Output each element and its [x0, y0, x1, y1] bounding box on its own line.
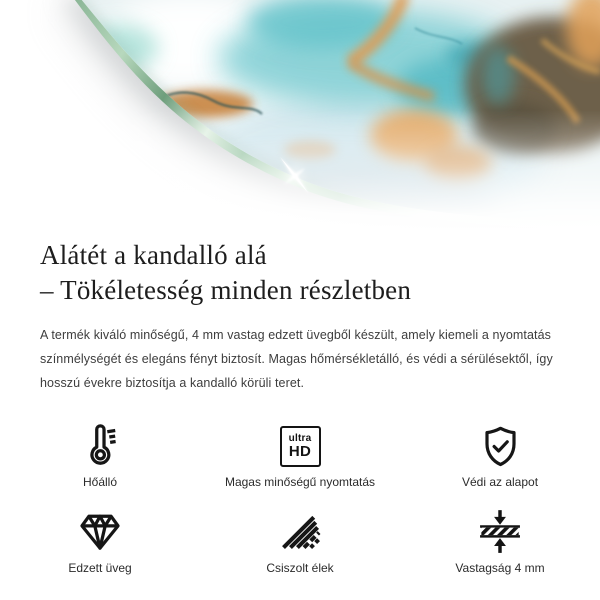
page-title [40, 238, 560, 308]
feature-polished-edges [200, 507, 400, 575]
feature-heat-resistant [0, 421, 200, 489]
hero-product-image [0, 0, 600, 232]
feature-label: Védi az alapot [461, 475, 539, 489]
feature-tempered-glass [0, 507, 200, 575]
shield-check-icon [478, 421, 523, 471]
diamond-icon [77, 507, 123, 557]
feature-hd-print [200, 421, 400, 489]
thickness-icon [477, 507, 523, 557]
feature-thickness [400, 507, 600, 575]
polished-edge-icon [278, 507, 322, 557]
glass-disc-photo [0, 0, 600, 232]
ultra-hd-icon-text-top: ultra [288, 432, 312, 444]
page-title-line1: Alátét a kandalló alá [40, 240, 267, 270]
feature-label: Vastagság 4 mm [455, 561, 545, 575]
product-description [40, 323, 560, 395]
feature-protects-base [400, 421, 600, 489]
feature-label: Magas minőségű nyomtatás [224, 475, 376, 489]
ultra-hd-icon [280, 421, 321, 471]
page-title-line2: – Tökéletesség minden részletben [40, 275, 412, 305]
feature-grid [0, 421, 600, 575]
feature-label: Edzett üveg [68, 561, 132, 575]
feature-label: Hőálló [82, 475, 118, 489]
description-line: A termék kiváló minőségű, 4 mm vastag edzett üvegből készült, amely kiemeli a nyomtatás [40, 328, 552, 342]
description-line: színmélységét és elegáns fényt biztosít. Magas hőmérsékletálló, és védi a sérülésektől, így [40, 352, 553, 366]
bottom-fade [0, 110, 600, 232]
thermometer-icon [77, 421, 123, 471]
description-line: hosszú évekre biztosítja a kandalló körüli teret. [40, 376, 305, 390]
feature-label: Csiszolt élek [266, 561, 334, 575]
ultra-hd-icon-text-bottom: HD [288, 442, 312, 460]
